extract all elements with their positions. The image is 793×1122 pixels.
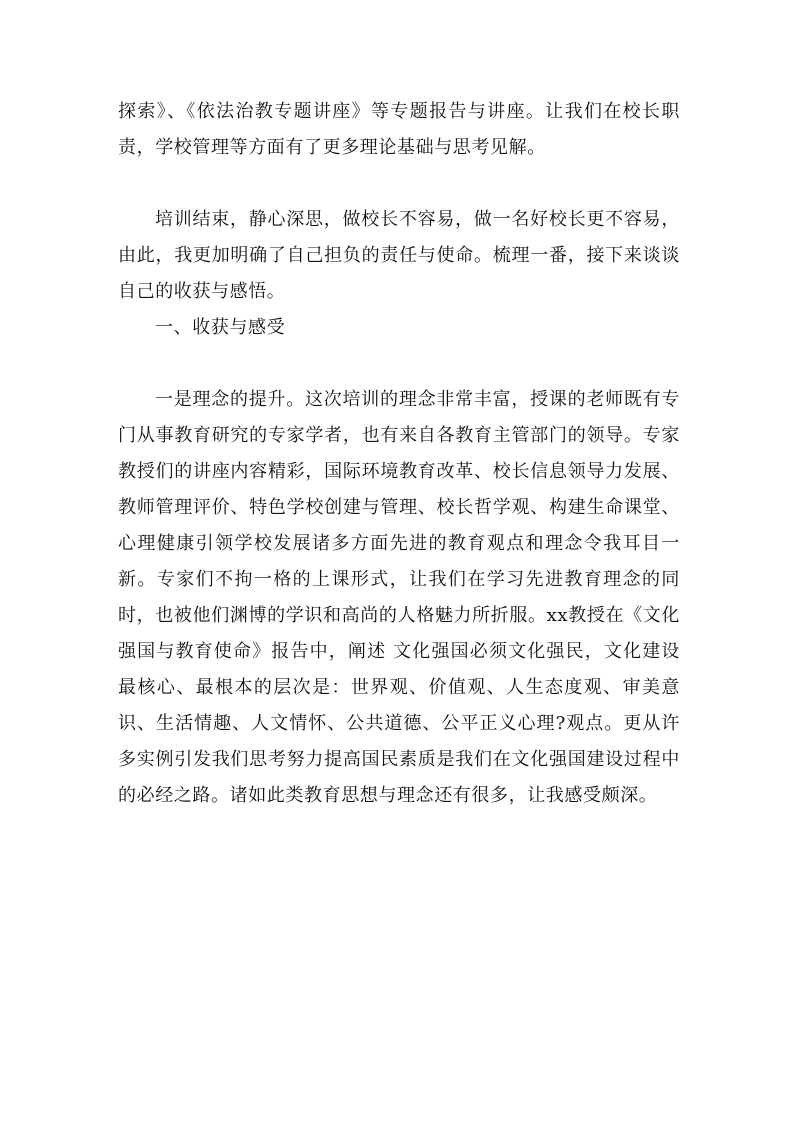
paragraph-concept-improvement: 一是理念的提升。这次培训的理念非常丰富，授课的老师既有专门从事教育研究的专家学者，也有来自各教育主管部门的领导。专家教授们的讲座内容精彩，国际环境教育改革、校长信息领导力发展、教师管理评价、特色学校创建与管理、校长哲学观、构建生命课堂、心理健康引领学校发展诸多方面先进的教育观点和理念令我耳目一新。专家们不拘一格的上课形式，让我们在学习先进教育理念的同时，也被他们渊博的学识和高尚的人格魅力所折服。xx教授在《文化强国与教育使命》报告中，阐述 文化强国必须文化强民，文化建设最核心、最根本的层次是：世界观、价值观、人生态度观、审美意识、生活情趣、人文情怀、公共道德、公平正义心理?观点。更从许多实例引发我们思考努力提高国民素质是我们在文化强国建设过程中的必经之路。诸如此类教育思想与理念还有很多，让我感受颇深。 bbox=[118, 389, 680, 806]
paragraph-training-reflection: 培训结束，静心深思，做校长不容易，做一名好校长更不容易，由此，我更加明确了自己担负的责任与使命。梳理一番，接下来谈谈自己的收获与感悟。 bbox=[118, 209, 680, 302]
paragraph-continuation: 探索》、《依法治教专题讲座》等专题报告与讲座。让我们在校长职责，学校管理等方面有了更多理论基础与思考见解。 bbox=[118, 101, 680, 158]
section-heading-gains: 一、收获与感受 bbox=[155, 317, 286, 338]
document-body bbox=[118, 94, 680, 814]
